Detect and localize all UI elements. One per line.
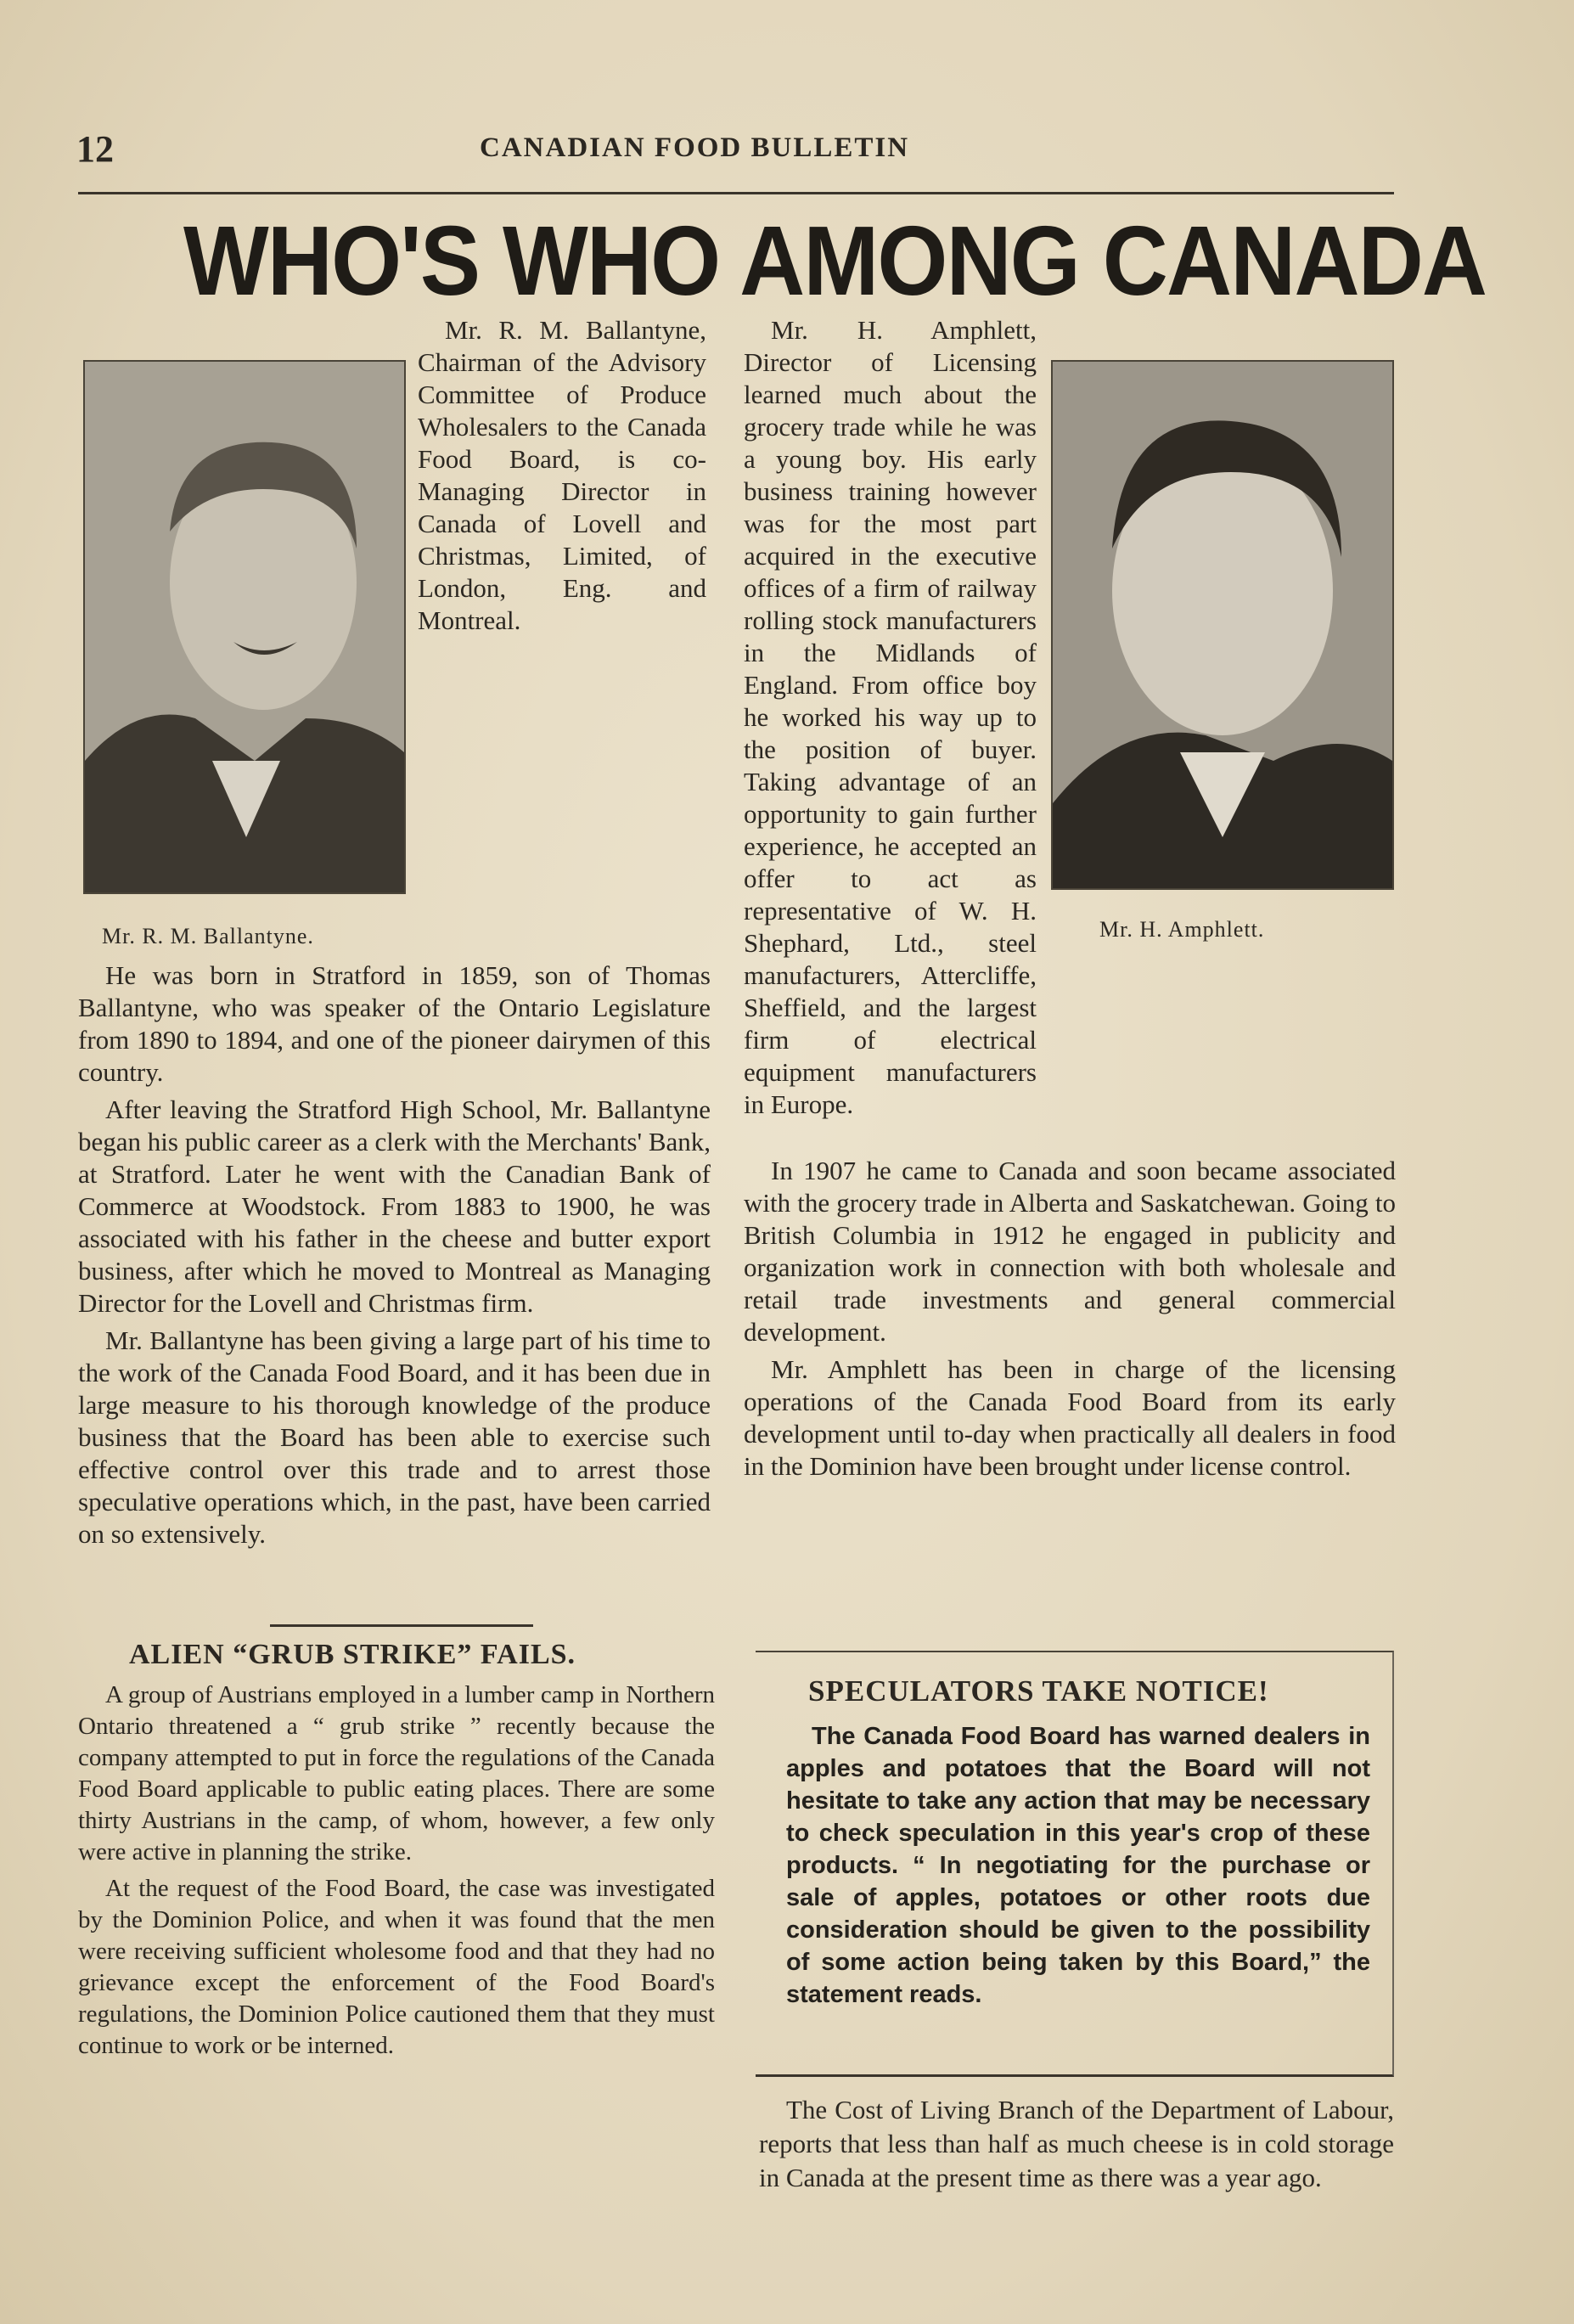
amphlett-para-3: Mr. Amphlett has been in charge of the licensing operations of the Canada Food Board from its early development until to-day when practically all dealers in food in the Dominion have been brought under license control. [744,1354,1396,1481]
section-divider [270,1624,533,1627]
ballantyne-portrait [83,360,406,894]
ballantyne-para-4: Mr. Ballantyne has been giving a large part of his time to the work of the Canada Food Board, and it has been due in large measure to his thorough knowledge of the produce business that the Board has been able to exercise such effective control over this trade and to arrest those speculative operations which, in the past, have been carried on so extensively. [78,1325,711,1549]
ballantyne-para-3: After leaving the Stratford High School, Mr. Ballantyne began his public career as a clerk with the Merchants' Bank, at Stratford. Later he went with the Canadian Bank of Commerce at Woodstock. From 1883 to 1900, he was associated with his father in the cheese and butter export business, after which he moved to Montreal as Managing Director for the Lovell and Christmas firm. [78,1094,711,1318]
ballantyne-column-top [418,314,706,642]
speculators-body [786,1720,1370,2011]
grub-strike-para-1: A group of Austrians employed in a lumber camp in Northern Ontario threatened a “ grub strike ” recently because the company attempted to put in force the regulations of the Canada Food Board applicable to public eating places. There are some thirty Austrians in the camp, of whom, however, a few only were active in planning the strike. [78,1681,715,1865]
speculators-text: The Canada Food Board has warned dealers in apples and potatoes that the Board will not hesitate to take any action that may be necessary to check speculation in this year's crop of these products. “ In negotiating for the purchase or sale of apples, potatoes or other roots due consideration should be given to the possibility of some action being taken by this Board,” the statement reads. [786,1723,1370,2008]
page-number: 12 [76,128,114,170]
amphlett-para-2: In 1907 he came to Canada and soon became associated with the grocery trade in Alberta and Saskatchewan. Going to British Columbia in 1912 he engaged in publicity and organization work in connection with both wholesale and retail trade investments and general commercial development. [744,1156,1396,1347]
speculators-notice-box [756,1651,1394,2077]
amphlett-column-top [744,314,1037,1126]
amphlett-caption: Mr. H. Amphlett. [1099,917,1265,942]
cheese-note: The Cost of Living Branch of the Department of Labour, reports that less than half as much cheese is in cold storage in Canada at the present time as there was a year ago. [759,2095,1394,2192]
amphlett-portrait [1051,360,1394,890]
ballantyne-caption: Mr. R. M. Ballantyne. [102,924,314,948]
ballantyne-column-bottom [78,959,711,1556]
page-header [76,127,1392,170]
running-head: CANADIAN FOOD BULLETIN [480,132,910,163]
cheese-note-column [759,2093,1394,2200]
grub-strike-heading: ALIEN “GRUB STRIKE” FAILS. [129,1639,576,1670]
speculators-heading: SPECULATORS TAKE NOTICE! [808,1674,1269,1708]
amphlett-column-bottom [744,1155,1396,1488]
header-rule [78,192,1394,194]
grub-strike-para-2: At the request of the Food Board, the case was investigated by the Dominion Police, and when it was found that the men were receiving sufficient wholesome food and that they had no grievance except the enforcement of the Food Board's regulations, the Dominion Police cautioned them that they must continue to work or be interned. [78,1875,715,2059]
ballantyne-para-2: He was born in Stratford in 1859, son of Thomas Ballantyne, who was speaker of the Ontario Legislature from 1890 to 1894, and one of the pioneer dairymen of this country. [78,960,711,1087]
amphlett-para-1: Mr. H. Amphlett, Director of Licensing learned much about the grocery trade while he was a young boy. His early business training however was for the most part acquired in the executive offices of a firm of railway rolling stock manufacturers in the Midlands of England. From office boy he worked his way up to the position of buyer. Taking advantage of an opportunity to gain further experience, he accepted an offer to act as representative of W. H. Shephard, Ltd., steel manufacturers, Attercliffe, Sheffield, and the largest firm of electrical equipment manufacturers in Europe. [744,315,1037,1119]
page-title: WHO'S WHO AMONG CANADA [183,205,1487,316]
ballantyne-para-1: Mr. R. M. Ballantyne, Chairman of the Advisory Committee of Produce Wholesalers to the Canada Food Board, is co-Managing Director in Canada of Lovell and Christmas, Limited, of London, Eng. and Montreal. [418,315,706,635]
grub-strike-article [78,1680,715,2067]
